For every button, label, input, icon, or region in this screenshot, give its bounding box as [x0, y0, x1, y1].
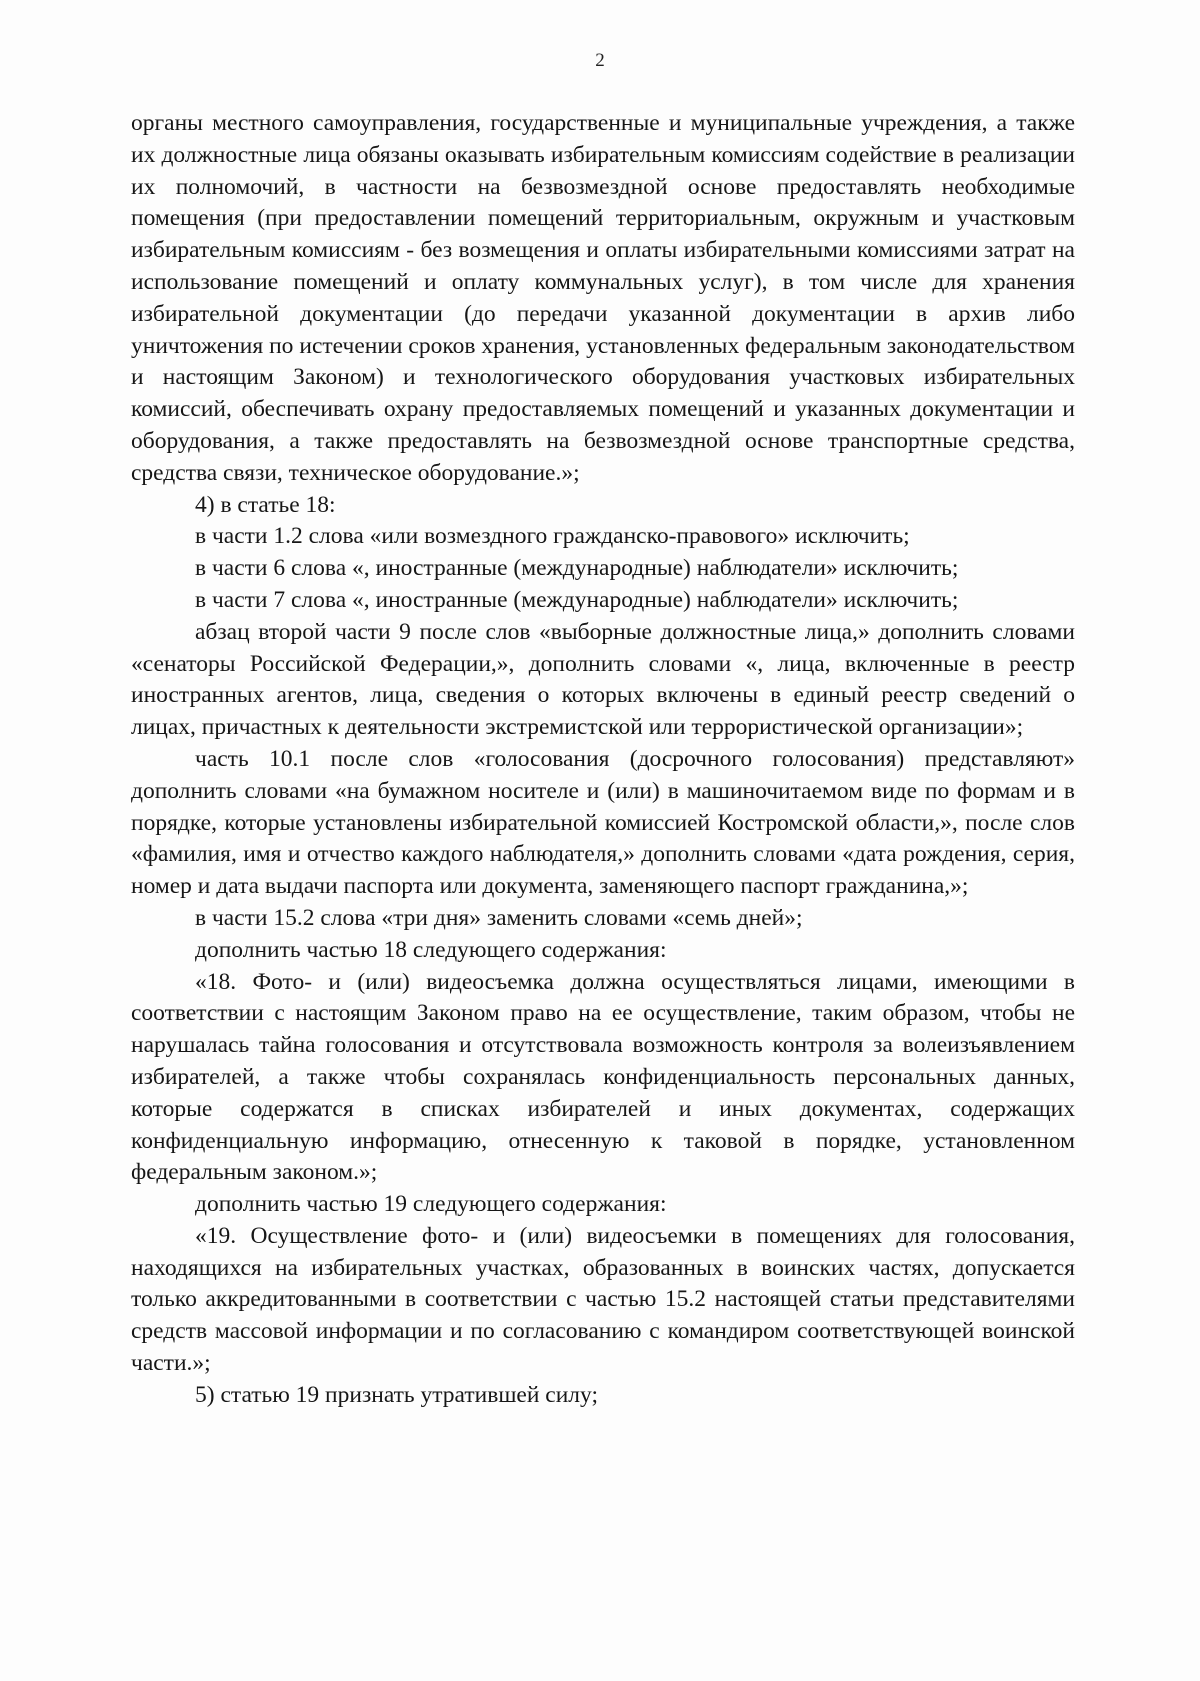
paragraph-part-1-2: в части 1.2 слова «или возмездного гражданско-правового» исключить;: [195, 523, 910, 550]
paragraph-add-part-18: дополнить частью 18 следующего содержания:: [195, 936, 667, 963]
paragraph-part-9: абзац второй части 9 после слов «выборные должностные лица,» дополнить словами «сенаторы Российской Федерации,», дополнить словами «, лица, включенные в реестр иностранных агентов, лица, сведения о которых включены в единый реестр сведений о лицах, причастных к деятельности экстремистской или террористической организации»;: [131, 618, 1075, 741]
paragraph-part-18-text: «18. Фото- и (или) видеосъемка должна осуществляться лицами, имеющими в соответствии с настоящим Законом право на ее осуществление, таким образом, чтобы не нарушалась тайна голосования и отсутствовала возможность контроля за волеизъявлением избирателей, а также чтобы сохранялась конфиденциальность персональных данных, которые содержатся в списках избирателей и иных документах, содержащих конфиденциальную информацию, отнесенную к таковой в порядке, установленном федеральным законом.»;: [131, 968, 1075, 1186]
document-body: [131, 108, 1075, 1412]
paragraph-part-10-1: часть 10.1 после слов «голосования (досрочного голосования) представляют» дополнить словами «на бумажном носителе и (или) в машиночитаемом виде по формам и в порядке, которые установлены избирательной комиссией Костромской области,», после слов «фамилия, имя и отчество каждого наблюдателя,» дополнить словами «дата рождения, серия, номер и дата выдачи паспорта или документа, заменяющего паспорт гражданина,»;: [131, 745, 1075, 900]
paragraph-part-15-2: в части 15.2 слова «три дня» заменить словами «семь дней»;: [195, 904, 803, 931]
page-number: 2: [595, 50, 605, 71]
paragraph-part-6: в части 6 слова «, иностранные (международные) наблюдатели» исключить;: [195, 555, 959, 582]
paragraph-part-7: в части 7 слова «, иностранные (международные) наблюдатели» исключить;: [195, 586, 959, 613]
paragraph-continuation: органы местного самоуправления, государственные и муниципальные учреждения, а также их должностные лица обязаны оказывать избирательным комиссиям содействие в реализации их полномочий, в частности на безвозмездной основе предоставлять необходимые помещения (при предоставлении помещений территориальным, окружным и участковым избирательным комиссиям - без возмещения и оплаты избирательными комиссиями затрат на использование помещений и оплату коммунальных услуг), в том числе для хранения избирательной документации (до передачи указанной документации в архив либо уничтожения по истечении сроков хранения, установленных федеральным законодательством и настоящим Законом) и технологического оборудования участковых избирательных комиссий, обеспечивать охрану предоставляемых помещений и указанных документации и оборудования, а также предоставлять на безвозмездной основе транспортные средства, средства связи, техническое оборудование.»;: [131, 110, 1075, 486]
paragraph-item-5: 5) статью 19 признать утратившей силу;: [195, 1381, 598, 1408]
paragraph-item-4: 4) в статье 18:: [195, 491, 336, 518]
paragraph-part-19-text: «19. Осуществление фото- и (или) видеосъемки в помещениях для голосования, находящихся на избирательных участках, образованных в воинских частях, допускается только аккредитованными в соответствии с частью 15.2 настоящей статьи представителями средств массовой информации и по согласованию с командиром соответствующей воинской части.»;: [131, 1222, 1075, 1377]
paragraph-add-part-19: дополнить частью 19 следующего содержания:: [195, 1191, 667, 1218]
